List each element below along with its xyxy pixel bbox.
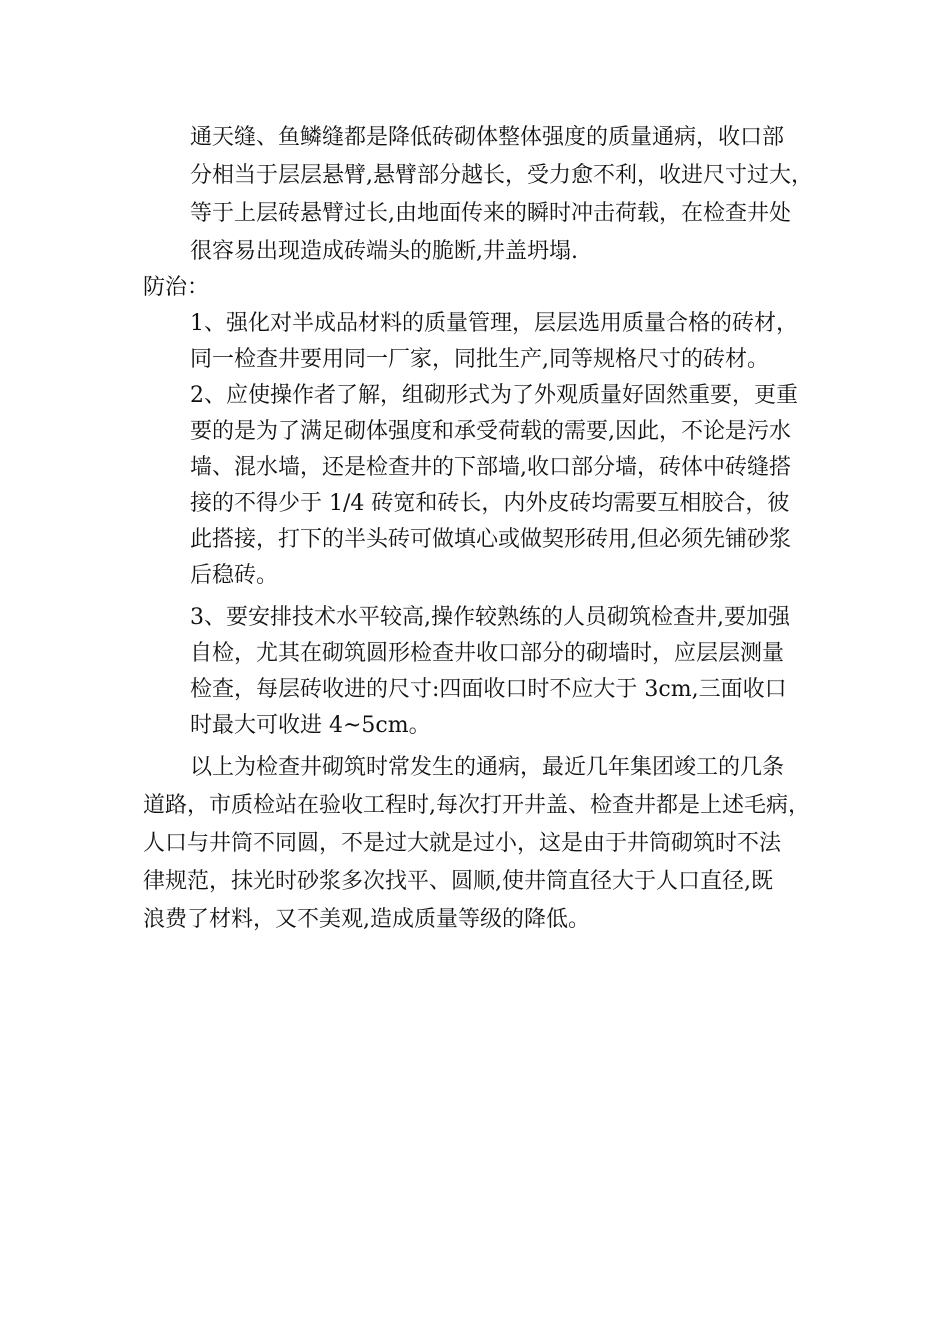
prevention-item-3-line-3: 检查，每层砖收进的尺寸:四面收口时不应大于 3cm,三面收口 xyxy=(190,677,787,702)
prevention-heading: 防治： xyxy=(143,275,210,300)
prevention-item-2-line-6: 后稳砖。 xyxy=(190,563,279,588)
summary-line-2: 道路，市质检站在验收工程时,每次打开井盖、检查井都是上述毛病， xyxy=(143,793,810,818)
summary-line-3: 人口与井筒不同圆，不是过大就是过小，这是由于井筒砌筑时不法 xyxy=(143,831,782,856)
cause-line-3: 等于上层砖悬臂过长,由地面传来的瞬时冲击荷载，在检查井处 xyxy=(190,201,791,226)
summary-line-1: 以上为检查井砌筑时常发生的通病，最近几年集团竣工的几条 xyxy=(190,755,785,780)
prevention-item-2-line-1: 2、应使操作者了解，组砌形式为了外观质量好固然重要，更重 xyxy=(190,383,798,408)
summary-line-5: 浪费了材料，又不美观,造成质量等级的降低。 xyxy=(143,907,590,932)
prevention-item-3-line-4: 时最大可收进 4~5cm。 xyxy=(190,713,431,738)
summary-line-4: 律规范，抹光时砂浆多次找平、圆顺,使井筒直径大于人口直径,既 xyxy=(143,869,773,894)
cause-line-2: 分相当于层层悬臂,悬臂部分越长，受力愈不利，收进尺寸过大， xyxy=(190,163,813,188)
prevention-item-1-line-1: 1、强化对半成品材料的质量管理，层层选用质量合格的砖材， xyxy=(190,311,798,336)
prevention-item-3-line-2: 自检，尤其在砌筑圆形检查井收口部分的砌墙时，应层层测量 xyxy=(190,641,785,666)
prevention-item-2-line-4: 接的不得少于 1/4 砖宽和砖长，内外皮砖均需要互相胶合，彼 xyxy=(190,491,790,516)
cause-line-4: 很容易出现造成砖端头的脆断,井盖坍塌. xyxy=(190,239,578,264)
prevention-item-3-line-1: 3、要安排技术水平较高,操作较熟练的人员砌筑检查井,要加强 xyxy=(190,605,790,630)
prevention-item-2-line-3: 墙、混水墙，还是检查井的下部墙,收口部分墙，砖体中砖缝搭 xyxy=(190,455,791,480)
prevention-item-2-line-2: 要的是为了满足砌体强度和承受荷载的需要,因此，不论是污水 xyxy=(190,419,791,444)
prevention-item-2-line-5: 此搭接，打下的半头砖可做填心或做契形砖用,但必须先铺砂浆 xyxy=(190,527,791,552)
prevention-item-1-line-2: 同一检查井要用同一厂家，同批生产,同等规格尺寸的砖材。 xyxy=(190,347,769,372)
cause-line-1: 通天缝、鱼鳞缝都是降低砖砌体整体强度的质量通病，收口部 xyxy=(190,125,785,150)
